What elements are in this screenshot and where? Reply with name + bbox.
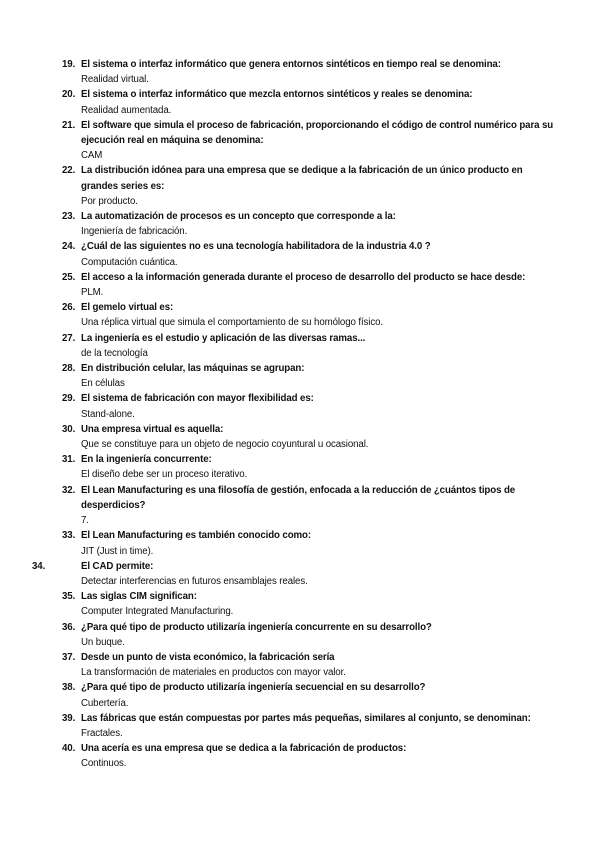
- question-number: 20.: [62, 89, 76, 101]
- list-item-27: [62, 331, 562, 361]
- answer-text: En células: [81, 378, 125, 390]
- list-item-32: [62, 483, 562, 529]
- question: [62, 239, 562, 254]
- answer-text: Computer Integrated Manufacturing.: [81, 606, 234, 618]
- question-text: ¿Para qué tipo de producto utilizaría ingeniería secuencial en su desarrollo?: [81, 682, 426, 694]
- question-text: Una acería es una empresa que se dedica a la fabricación de productos:: [81, 743, 407, 755]
- list-item-22: [62, 163, 562, 209]
- question-text: El CAD permite:: [81, 560, 154, 572]
- question-number: 36.: [62, 621, 76, 633]
- answer-text: Computación cuántica.: [81, 256, 178, 268]
- question-number: 29.: [62, 393, 76, 405]
- question-number: 25.: [62, 271, 76, 283]
- question-number: 33.: [62, 530, 76, 542]
- question-text: El Lean Manufacturing es una filosofía de gestión, enfocada a la reducción de ¿cuántos tipos de desperdicios?: [81, 484, 516, 511]
- question-text: El Lean Manufacturing es también conocido como:: [81, 530, 311, 542]
- question: [62, 57, 562, 72]
- question-number: 24.: [62, 241, 76, 253]
- answer-text: Una réplica virtual que simula el comportamiento de su homólogo físico.: [81, 317, 383, 329]
- question: [62, 452, 562, 467]
- question: [62, 300, 562, 315]
- question-number: 27.: [62, 332, 76, 344]
- answer-text: Fractales.: [81, 727, 123, 739]
- question-text: En la ingeniería concurrente:: [81, 454, 212, 466]
- answer-text: CAM: [81, 150, 103, 162]
- list-item-25: [62, 270, 562, 300]
- question: [62, 87, 562, 102]
- question-number: 23.: [62, 211, 76, 223]
- question-text: Las fábricas que están compuestas por partes más pequeñas, similares al conjunto, se denominan:: [81, 712, 531, 724]
- question-number: 30.: [62, 423, 76, 435]
- answer-text: Un buque.: [81, 636, 125, 648]
- list-item-33: [62, 528, 562, 558]
- question-number: 35.: [62, 591, 76, 603]
- list-item-34: [32, 559, 562, 589]
- answer-text: Detectar interferencias en futuros ensamblajes reales.: [81, 575, 308, 587]
- list-item-26: [62, 300, 562, 330]
- answer-text: Stand-alone.: [81, 408, 135, 420]
- list-item-28: [62, 361, 562, 391]
- question: [62, 163, 562, 193]
- question: [32, 559, 562, 574]
- question-number: 37.: [62, 651, 76, 663]
- question-text: ¿Para qué tipo de producto utilizaría ingeniería concurrente en su desarrollo?: [81, 621, 432, 633]
- answer-text: Realidad virtual.: [81, 74, 149, 86]
- question-text: El sistema o interfaz informático que genera entornos sintéticos en tiempo real se denomina:: [81, 59, 501, 70]
- question-number: 19.: [62, 59, 76, 70]
- question: [62, 422, 562, 437]
- list-item-40: [62, 741, 562, 771]
- answer-text: Ingeniería de fabricación.: [81, 226, 188, 238]
- question-text: El software que simula el proceso de fabricación, proporcionando el código de control numérico para su ejecución real en máquina se denomina:: [81, 119, 554, 147]
- answer-text: de la tecnología: [81, 347, 148, 359]
- question-number: 38.: [62, 682, 76, 694]
- question: [62, 270, 562, 285]
- question-number: 39.: [62, 712, 76, 724]
- list-item-31: [62, 452, 562, 482]
- answer-text: La transformación de materiales en productos con mayor valor.: [81, 667, 346, 679]
- question: [62, 391, 562, 406]
- list-item-23: [62, 209, 562, 239]
- question-text: El gemelo virtual es:: [81, 302, 174, 314]
- list-item-30: [62, 422, 562, 452]
- question-number: 21.: [62, 119, 76, 131]
- answer-text: Continuos.: [81, 758, 127, 770]
- answer-text: 7.: [81, 515, 89, 527]
- list-item-19: [62, 57, 562, 87]
- list-item-36: [62, 620, 562, 650]
- question-number: 40.: [62, 743, 76, 755]
- question: [62, 209, 562, 224]
- question: [62, 741, 562, 756]
- question: [62, 483, 562, 513]
- question-text: La distribución idónea para una empresa que se dedique a la fabricación de un único producto en grandes series es:: [81, 165, 523, 192]
- question-text: La ingeniería es el estudio y aplicación de las diversas ramas...: [81, 332, 366, 344]
- question-list: [32, 57, 562, 772]
- question: [62, 620, 562, 635]
- list-item-38: [62, 680, 562, 710]
- question-number: 31.: [62, 454, 76, 466]
- answer-text: Cubertería.: [81, 697, 129, 709]
- list-item-35: [62, 589, 562, 619]
- answer-text: El diseño debe ser un proceso iterativo.: [81, 469, 248, 481]
- list-item-24: [62, 239, 562, 269]
- answer-text: Realidad aumentada.: [81, 104, 172, 116]
- question-text: La automatización de procesos es un concepto que corresponde a la:: [81, 211, 396, 223]
- list-item-37: [62, 650, 562, 680]
- question: [62, 589, 562, 604]
- question-text: Desde un punto de vista económico, la fabricación sería: [81, 651, 335, 663]
- question-number: 34.: [32, 560, 46, 572]
- question: [62, 711, 562, 726]
- question: [62, 680, 562, 695]
- question: [62, 361, 562, 376]
- question-text: El sistema o interfaz informático que mezcla entornos sintéticos y reales se denomina:: [81, 89, 473, 101]
- list-item-39: [62, 711, 562, 741]
- answer-text: Por producto.: [81, 195, 138, 207]
- list-item-20: [62, 87, 562, 117]
- question-text: El acceso a la información generada durante el proceso de desarrollo del producto se hace desde:: [81, 271, 526, 283]
- answer-text: JIT (Just in time).: [81, 545, 154, 557]
- question-number: 32.: [62, 484, 76, 496]
- question-number: 22.: [62, 165, 76, 177]
- question-number: 28.: [62, 363, 76, 375]
- question-text: Una empresa virtual es aquella:: [81, 423, 224, 435]
- list-item-21: [62, 118, 562, 164]
- question: [62, 331, 562, 346]
- question: [62, 650, 562, 665]
- list-item-29: [62, 391, 562, 421]
- answer-text: PLM.: [81, 287, 104, 299]
- answer-text: Que se constituye para un objeto de negocio coyuntural u ocasional.: [81, 439, 369, 451]
- question-text: En distribución celular, las máquinas se agrupan:: [81, 363, 305, 375]
- question-text: ¿Cuál de las siguientes no es una tecnología habilitadora de la industria 4.0 ?: [81, 241, 431, 253]
- question-text: El sistema de fabricación con mayor flexibilidad es:: [81, 393, 314, 405]
- question-text: Las siglas CIM significan:: [81, 591, 197, 603]
- question: [62, 528, 562, 543]
- question: [62, 118, 562, 148]
- question-number: 26.: [62, 302, 76, 314]
